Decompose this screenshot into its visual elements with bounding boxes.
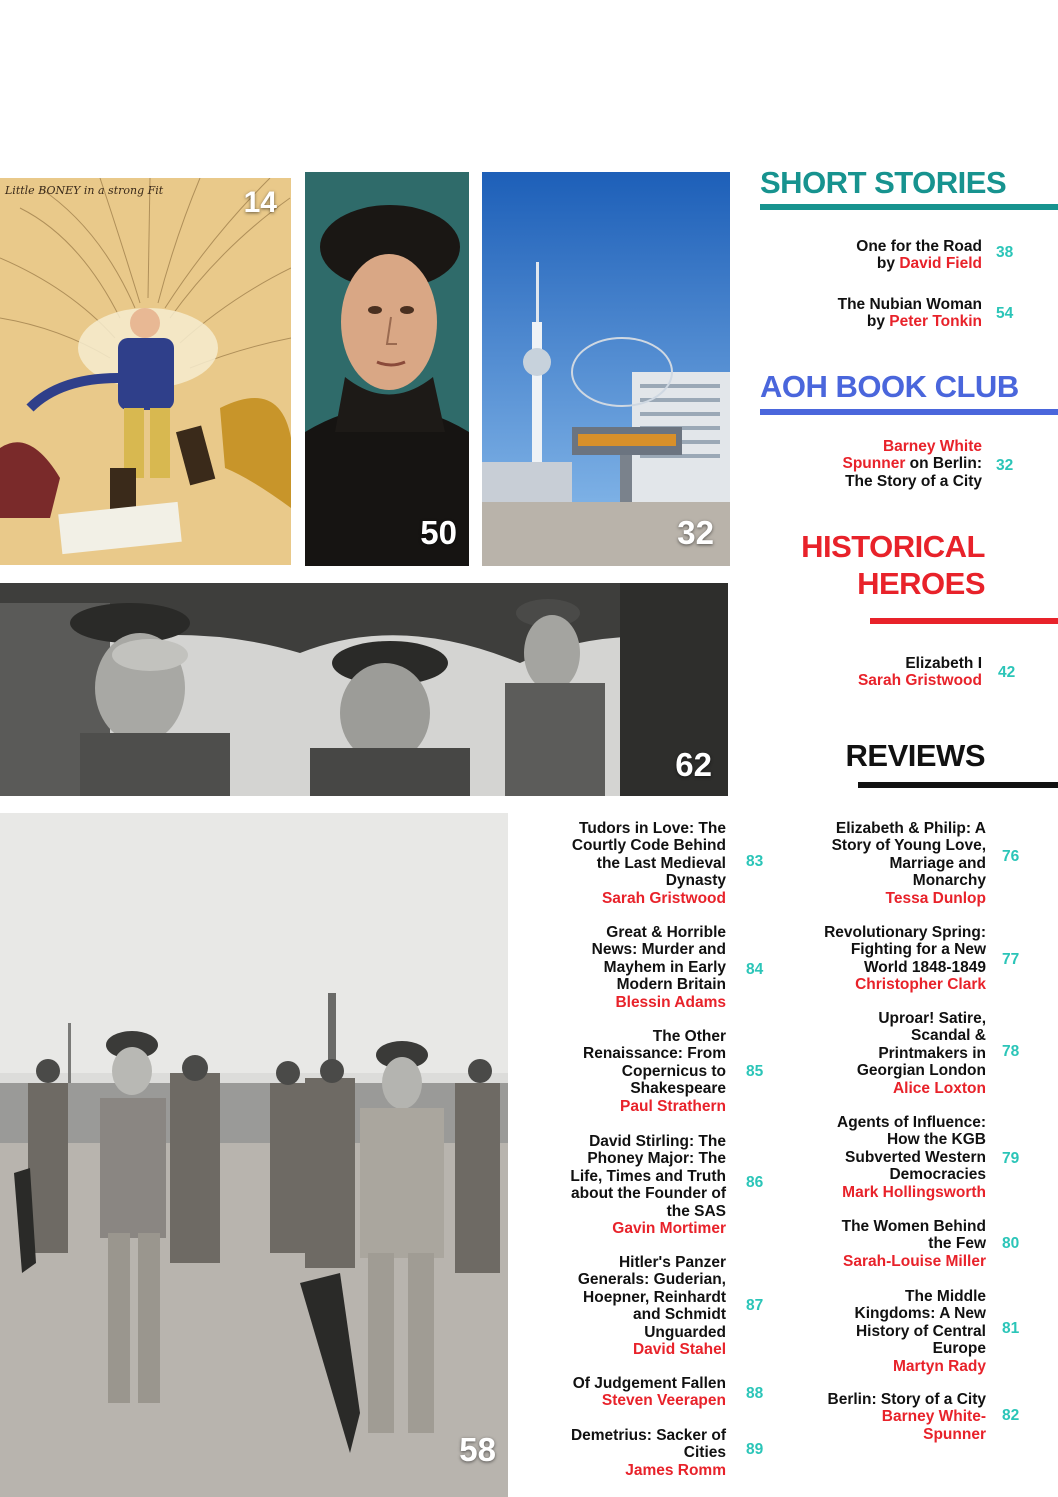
entry-title-line: Mayhem in Early: [603, 958, 726, 976]
entry-title-line: Europe: [932, 1340, 986, 1358]
entry-title-line: Berlin: Story of a City: [827, 1391, 986, 1408]
entry-author: Sarah Gristwood: [857, 672, 982, 690]
review-entry[interactable]: [786, 1010, 986, 1097]
officers-photo[interactable]: [0, 583, 728, 796]
entry-page-number: 42: [998, 664, 1016, 681]
entry-author: Alice Loxton: [892, 1079, 986, 1097]
entry-title-line: about the Founder of: [571, 1185, 726, 1203]
entry-title-line3: The Story of a City: [845, 472, 982, 490]
short-stories-rule: [760, 204, 1058, 210]
berlin-photo[interactable]: [482, 172, 730, 566]
heroes-entry[interactable]: [742, 655, 982, 690]
page-number-badge: 50: [420, 514, 457, 551]
entry-title-line: Democracies: [889, 1166, 986, 1184]
entry-by: by: [866, 313, 890, 331]
entry-title-line: Subverted Western: [845, 1148, 986, 1166]
entry-title-line: News: Murder and: [591, 941, 726, 959]
entry-title-line: Elizabeth & Philip: A: [835, 820, 986, 837]
entry-page-number: 78: [1002, 1043, 1020, 1060]
entry-title-line: the Few: [928, 1235, 986, 1253]
entry-title-line: Printmakers in: [878, 1044, 986, 1062]
entry-title-line: Uproar! Satire,: [878, 1010, 986, 1027]
entry-author: Sarah-Louise Miller: [843, 1252, 986, 1270]
short-stories-heading: SHORT STORIES: [760, 165, 1007, 200]
page-number-badge: 14: [243, 186, 277, 219]
entry-title-line: Fighting for a New: [850, 941, 986, 959]
review-entry[interactable]: [786, 1391, 986, 1443]
entry-page-number: 80: [1002, 1235, 1020, 1252]
heroes-rule: [870, 618, 1058, 624]
entry-author: Paul Strathern: [620, 1097, 726, 1115]
book-club-rule: [760, 409, 1058, 415]
heroes-heading-line2: HEROES: [857, 566, 985, 601]
entry-page-number: 86: [746, 1174, 764, 1191]
reviews-rule: [858, 782, 1058, 788]
book-club-heading: AOH BOOK CLUB: [760, 369, 1019, 404]
review-entry[interactable]: [526, 924, 726, 1011]
entry-author: David Field: [899, 255, 982, 273]
entry-author: Martyn Rady: [892, 1357, 986, 1375]
entry-title-line: The Other: [652, 1028, 726, 1045]
entry-page-number: 77: [1002, 951, 1020, 968]
entry-page-number: 32: [996, 457, 1014, 474]
entry-title-line: History of Central: [855, 1322, 986, 1340]
entry-title-line: World 1848-1849: [863, 958, 986, 976]
entry-title-line: Unguarded: [644, 1323, 726, 1341]
entry-title-line: the Last Medieval: [596, 854, 726, 872]
short-story-entry[interactable]: [742, 296, 982, 331]
review-entry[interactable]: [526, 1028, 726, 1115]
book-club-entry[interactable]: [742, 438, 982, 490]
review-entry[interactable]: [526, 1133, 726, 1237]
entry-page-number: 83: [746, 853, 764, 870]
entry-author: James Romm: [625, 1461, 726, 1479]
entry-title-line: Georgian London: [856, 1062, 986, 1080]
entry-title-line: Marriage and: [889, 854, 986, 872]
entry-page-number: 54: [996, 305, 1014, 322]
heroes-heading-line1: HISTORICAL: [801, 529, 985, 564]
entry-title-line: Courtly Code Behind: [571, 837, 726, 855]
entry-title-line: Scandal &: [911, 1027, 986, 1045]
entry-title-line: Story of Young Love,: [831, 837, 986, 855]
entry-title-line: Generals: Guderian,: [577, 1271, 726, 1289]
entry-title-line: How the KGB: [886, 1131, 986, 1149]
review-entry[interactable]: [786, 1288, 986, 1375]
cartoon-illustration: [0, 178, 291, 565]
cartoon-photo[interactable]: [0, 178, 291, 565]
entry-title-line: Demetrius: Sacker of: [570, 1427, 726, 1444]
entry-title: Elizabeth I: [905, 655, 982, 672]
entry-title-line: Revolutionary Spring:: [824, 924, 986, 941]
entry-author: Sarah Gristwood: [601, 889, 726, 907]
entry-title-line: Great & Horrible: [606, 924, 726, 941]
entry-author: Tessa Dunlop: [885, 889, 986, 907]
entry-title-part1: on Berlin:: [905, 455, 982, 473]
entry-page-number: 76: [1002, 848, 1020, 865]
review-entry[interactable]: [786, 820, 986, 907]
entry-title-line: Hitler's Panzer: [618, 1254, 726, 1271]
entry-title-line: The Middle: [905, 1288, 986, 1305]
entry-title-line: Copernicus to: [621, 1062, 726, 1080]
entry-title-line: the SAS: [666, 1202, 726, 1220]
entry-author-line1: Barney White: [882, 438, 982, 455]
entry-title-line: Monarchy: [912, 872, 986, 890]
review-entry[interactable]: [786, 924, 986, 994]
review-entry[interactable]: [786, 1218, 986, 1270]
entry-title-line: Phoney Major: The: [587, 1150, 726, 1168]
entry-title: The Nubian Woman: [837, 296, 982, 313]
berlin-tower-illustration: [482, 172, 730, 566]
entry-author: Gavin Mortimer: [612, 1220, 726, 1238]
entry-title-line: Agents of Influence:: [837, 1114, 986, 1131]
entry-page-number: 87: [746, 1297, 764, 1314]
review-entry[interactable]: [526, 1427, 726, 1479]
portrait-illustration: [305, 172, 469, 566]
review-entry[interactable]: [526, 820, 726, 907]
entry-page-number: 38: [996, 244, 1014, 261]
entry-title-line: David Stirling: The: [589, 1133, 726, 1150]
entry-author: Peter Tonkin: [889, 313, 982, 331]
short-story-entry[interactable]: [742, 238, 982, 273]
page-number-badge: 62: [675, 746, 712, 783]
entry-page-number: 81: [1002, 1320, 1020, 1337]
reviews-heading: REVIEWS: [845, 738, 985, 773]
entry-title-line: Kingdoms: A New: [854, 1305, 986, 1323]
entry-page-number: 85: [746, 1063, 764, 1080]
luther-photo[interactable]: [305, 172, 469, 566]
entry-title-line: Tudors in Love: The: [579, 820, 726, 837]
officers-illustration: [0, 583, 728, 796]
entry-title-line: Cities: [683, 1444, 726, 1462]
entry-author: David Stahel: [632, 1341, 726, 1359]
entry-title-line: Modern Britain: [616, 976, 726, 994]
entry-page-number: 88: [746, 1385, 764, 1402]
entry-title-line: and Schmidt: [632, 1306, 726, 1324]
cartoon-caption: Little BONEY in a strong Fit: [5, 184, 164, 197]
page-number-badge: 32: [677, 514, 714, 551]
entry-title-line: Hoepner, Reinhardt: [583, 1288, 726, 1306]
entry-page-number: 89: [746, 1441, 764, 1458]
review-entry[interactable]: [526, 1375, 726, 1410]
review-entry[interactable]: [526, 1254, 726, 1358]
entry-author-line2: Spunner: [842, 455, 906, 473]
entry-title-line: Dynasty: [665, 872, 726, 890]
page-number-badge: 58: [459, 1431, 496, 1468]
entry-page-number: 79: [1002, 1150, 1020, 1167]
entry-title: One for the Road: [856, 238, 982, 255]
entry-author: Christopher Clark: [855, 976, 986, 994]
entry-author-line: Spunner: [923, 1425, 986, 1443]
entry-title-line: Renaissance: From: [583, 1045, 726, 1063]
entry-author-line: Barney White-: [881, 1408, 986, 1426]
entry-title-line: The Women Behind: [841, 1218, 986, 1235]
entry-by: by: [876, 255, 900, 273]
entry-title-line: Life, Times and Truth: [570, 1167, 726, 1185]
entry-author: Blessin Adams: [615, 993, 726, 1011]
entry-page-number: 82: [1002, 1407, 1020, 1424]
entry-title-line: Of Judgement Fallen: [572, 1375, 726, 1392]
entry-author: Steven Veerapen: [601, 1392, 726, 1410]
entry-author: Mark Hollingsworth: [842, 1183, 986, 1201]
soldiers-photo[interactable]: [0, 813, 508, 1497]
entry-page-number: 84: [746, 961, 764, 978]
soldiers-illustration: [0, 813, 508, 1497]
entry-title-line: Shakespeare: [630, 1080, 726, 1098]
review-entry[interactable]: [786, 1114, 986, 1201]
